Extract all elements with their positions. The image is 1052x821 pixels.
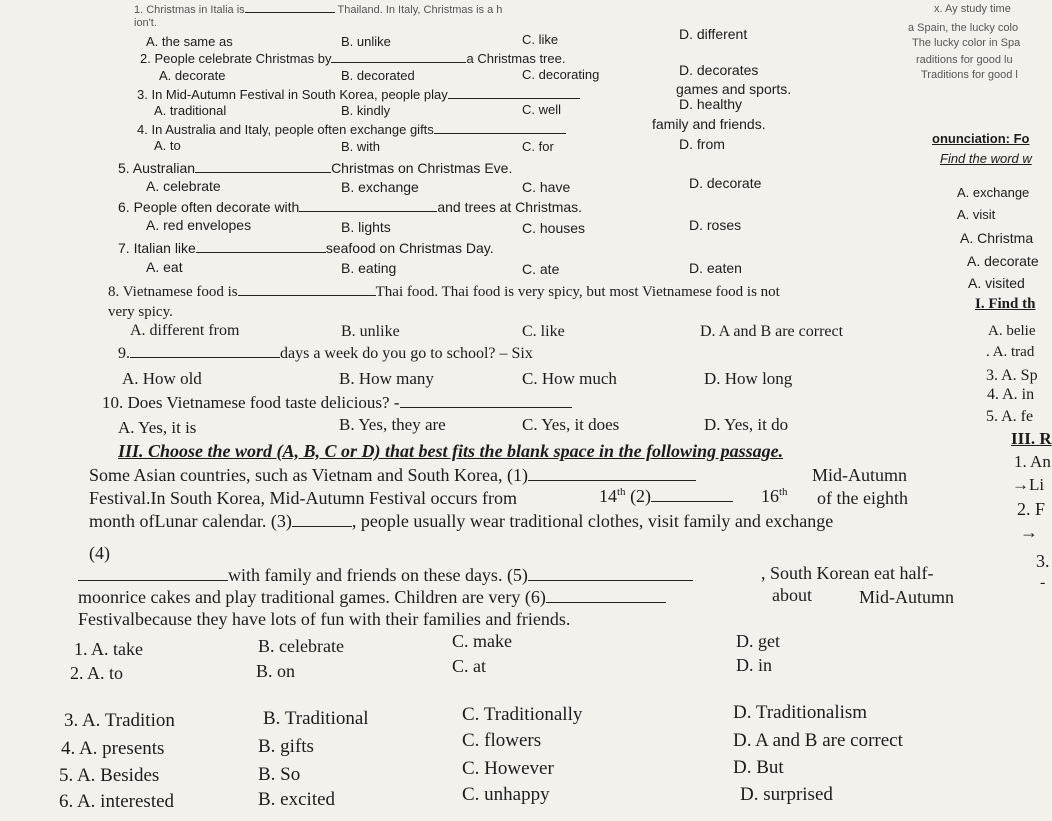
passage-line-2: Festival.In South Korea, Mid-Autumn Festival occurs from [89, 488, 517, 508]
ans4-a: 4. A. presents [61, 738, 165, 759]
q9-option-c: C. How much [522, 369, 617, 388]
passage-line-5-end: , South Korean eat half- [761, 563, 934, 583]
right-page-text: 2. F [1017, 499, 1046, 519]
q3-stem-end: games and sports. [676, 81, 792, 97]
passage-line-6-about: about [772, 585, 812, 605]
q1-option-a: A. the same as [146, 34, 233, 49]
right-page-text: 1. An [1014, 452, 1051, 471]
ans5-a: 5. A. Besides [59, 765, 160, 786]
right-page-text: raditions for good lu [916, 54, 1013, 66]
right-page-text: 4. A. in [987, 386, 1035, 403]
right-page-text: 3. [1036, 551, 1050, 571]
right-page-text: Find the word w [940, 151, 1032, 166]
right-page-text: →Li [1012, 475, 1045, 494]
q2-option-b: B. decorated [341, 68, 415, 83]
q4-stem: 4. In Australia and Italy, people often exchange gifts [137, 123, 566, 136]
right-page-text: a Spain, the lucky colo [908, 22, 1019, 34]
q8-stem: 8. Vietnamese food is Thai food. Thai food is very spicy, but most Vietnamese food is not [108, 284, 780, 300]
q8-option-d: D. A and B are correct [700, 323, 844, 340]
passage-line-1-end: Mid-Autumn [812, 465, 908, 485]
ans3-d: D. Traditionalism [733, 702, 868, 723]
right-page-text: onunciation: Fo [932, 131, 1030, 146]
right-page-text: → [1020, 522, 1038, 542]
q8-option-a: A. different from [130, 322, 240, 339]
right-page-text: I. Find th [975, 296, 1036, 312]
right-page-text: A. belie [988, 323, 1036, 339]
q5-option-d: D. decorate [689, 175, 762, 191]
q1-option-d: D. different [679, 26, 748, 42]
ans1-a: 1. A. take [74, 639, 143, 659]
q5-option-b: B. exchange [341, 179, 419, 195]
ans1-d: D. get [736, 631, 780, 651]
right-page-text: x. Ay study time [934, 3, 1011, 15]
q6-option-d: D. roses [689, 217, 742, 233]
right-page-text: A. exchange [957, 185, 1030, 200]
q10-option-d: D. Yes, it do [704, 415, 789, 434]
q6-stem: 6. People often decorate with and trees at Christmas. [118, 199, 583, 215]
q7-option-a: A. eat [146, 259, 183, 275]
passage-line-6-end: Mid-Autumn [859, 587, 955, 607]
q2-stem: 2. People celebrate Christmas by a Christmas tree. [140, 51, 566, 66]
q8-stem-cont: very spicy. [108, 304, 173, 320]
right-page-text: Traditions for good l [921, 69, 1018, 81]
ans5-d: D. But [733, 757, 784, 778]
right-page-text: III. R [1011, 429, 1052, 448]
passage-line-2-end: of the eighth [817, 488, 908, 508]
q1-stem: 1. Christmas in Italia is Thailand. In Italy, Christmas is a h [134, 4, 503, 16]
ans6-c: C. unhappy [462, 784, 550, 805]
q3-option-c: C. well [522, 102, 562, 117]
passage-line-7: Festivalbecause they have lots of fun with their families and friends. [78, 609, 571, 629]
q10-option-c: C. Yes, it does [522, 415, 620, 434]
ans3-a: 3. A. Tradition [64, 710, 175, 731]
q7-option-d: D. eaten [689, 260, 742, 276]
ordinal-14th: 14th (2) [599, 487, 733, 505]
ans4-d: D. A and B are correct [733, 730, 903, 751]
right-page-text: 3. A. Sp [986, 367, 1038, 384]
ans5-c: C. However [462, 758, 554, 779]
ans2-a: 2. A. to [70, 663, 124, 683]
q5-stem: 5. Australian Christmas on Christmas Eve. [118, 160, 513, 176]
q9-option-b: B. How many [339, 369, 434, 388]
q4-option-d: D. from [679, 136, 725, 152]
q1-stem-cont: ion't. [134, 17, 157, 29]
q10-option-b: B. Yes, they are [339, 415, 446, 434]
ans3-c: C. Traditionally [462, 704, 583, 725]
right-page-text: The lucky color in Spa [912, 37, 1021, 49]
ans1-c: C. make [452, 631, 512, 651]
q7-option-b: B. eating [341, 260, 397, 276]
q3-option-a: A. traditional [154, 103, 227, 118]
ans4-c: C. flowers [462, 730, 542, 751]
q2-option-c: C. decorating [522, 67, 600, 82]
q6-option-c: C. houses [522, 220, 586, 236]
q4-option-c: C. for [522, 139, 554, 154]
q7-stem: 7. Italian like seafood on Christmas Day. [118, 240, 494, 256]
q3-option-b: B. kindly [341, 103, 391, 118]
q2-option-a: A. decorate [159, 68, 226, 83]
section-heading: III. Choose the word (A, B, C or D) that best fits the blank space in the following passage. [118, 441, 784, 461]
q3-option-d: D. healthy [679, 96, 743, 112]
passage-line-5: with family and friends on these days. (5) [78, 566, 693, 584]
q5-option-a: A. celebrate [146, 178, 221, 194]
q5-option-c: C. have [522, 179, 571, 195]
q1-option-c: C. like [522, 32, 559, 47]
passage-line-1: Some Asian countries, such as Vietnam and South Korea, (1) [89, 466, 696, 484]
right-page-text: A. decorate [967, 253, 1039, 269]
right-page-text: A. Christma [960, 230, 1034, 246]
q4-option-a: A. to [154, 138, 181, 153]
ans6-d: D. surprised [740, 784, 833, 805]
ans6-a: 6. A. interested [59, 791, 175, 812]
right-page-text: A. visited [968, 275, 1025, 291]
q9-option-d: D. How long [704, 369, 793, 388]
ans2-d: D. in [736, 655, 772, 675]
ans2-b: B. on [256, 661, 296, 681]
right-page-text: 5. A. fe [986, 408, 1034, 425]
ans3-b: B. Traditional [263, 708, 369, 729]
q6-option-a: A. red envelopes [146, 217, 252, 233]
q9-stem: 9. days a week do you go to school? – Six [118, 345, 533, 362]
ans6-b: B. excited [258, 789, 336, 810]
ans5-b: B. So [258, 764, 301, 785]
q3-stem: 3. In Mid-Autumn Festival in South Korea, people play [137, 88, 580, 101]
q8-option-c: C. like [522, 323, 565, 340]
q4-option-b: B. with [341, 139, 381, 154]
passage-line-6: moonrice cakes and play traditional games. Children are very (6) [78, 588, 666, 606]
q4-stem-end: family and friends. [652, 116, 766, 132]
q1-option-b: B. unlike [341, 34, 391, 49]
right-page-text: - [1040, 574, 1046, 591]
q10-option-a: A. Yes, it is [118, 418, 197, 437]
passage-line-3: month ofLunar calendar. (3) , people usually wear traditional clothes, visit family and exchange [89, 511, 834, 531]
right-page-text: A. visit [957, 207, 996, 222]
q10-stem: 10. Does Vietnamese food taste delicious? - [102, 394, 572, 411]
passage-line-4: (4) [89, 543, 110, 563]
q6-option-b: B. lights [341, 219, 391, 235]
right-page-text: . A. trad [986, 344, 1035, 360]
q2-option-d: D. decorates [679, 62, 759, 78]
ans1-b: B. celebrate [258, 636, 344, 656]
ans4-b: B. gifts [258, 736, 314, 757]
ans2-c: C. at [452, 656, 486, 676]
ordinal-16th: 16th [761, 486, 788, 506]
q8-option-b: B. unlike [341, 323, 400, 340]
q9-option-a: A. How old [122, 369, 202, 388]
q7-option-c: C. ate [522, 261, 560, 277]
